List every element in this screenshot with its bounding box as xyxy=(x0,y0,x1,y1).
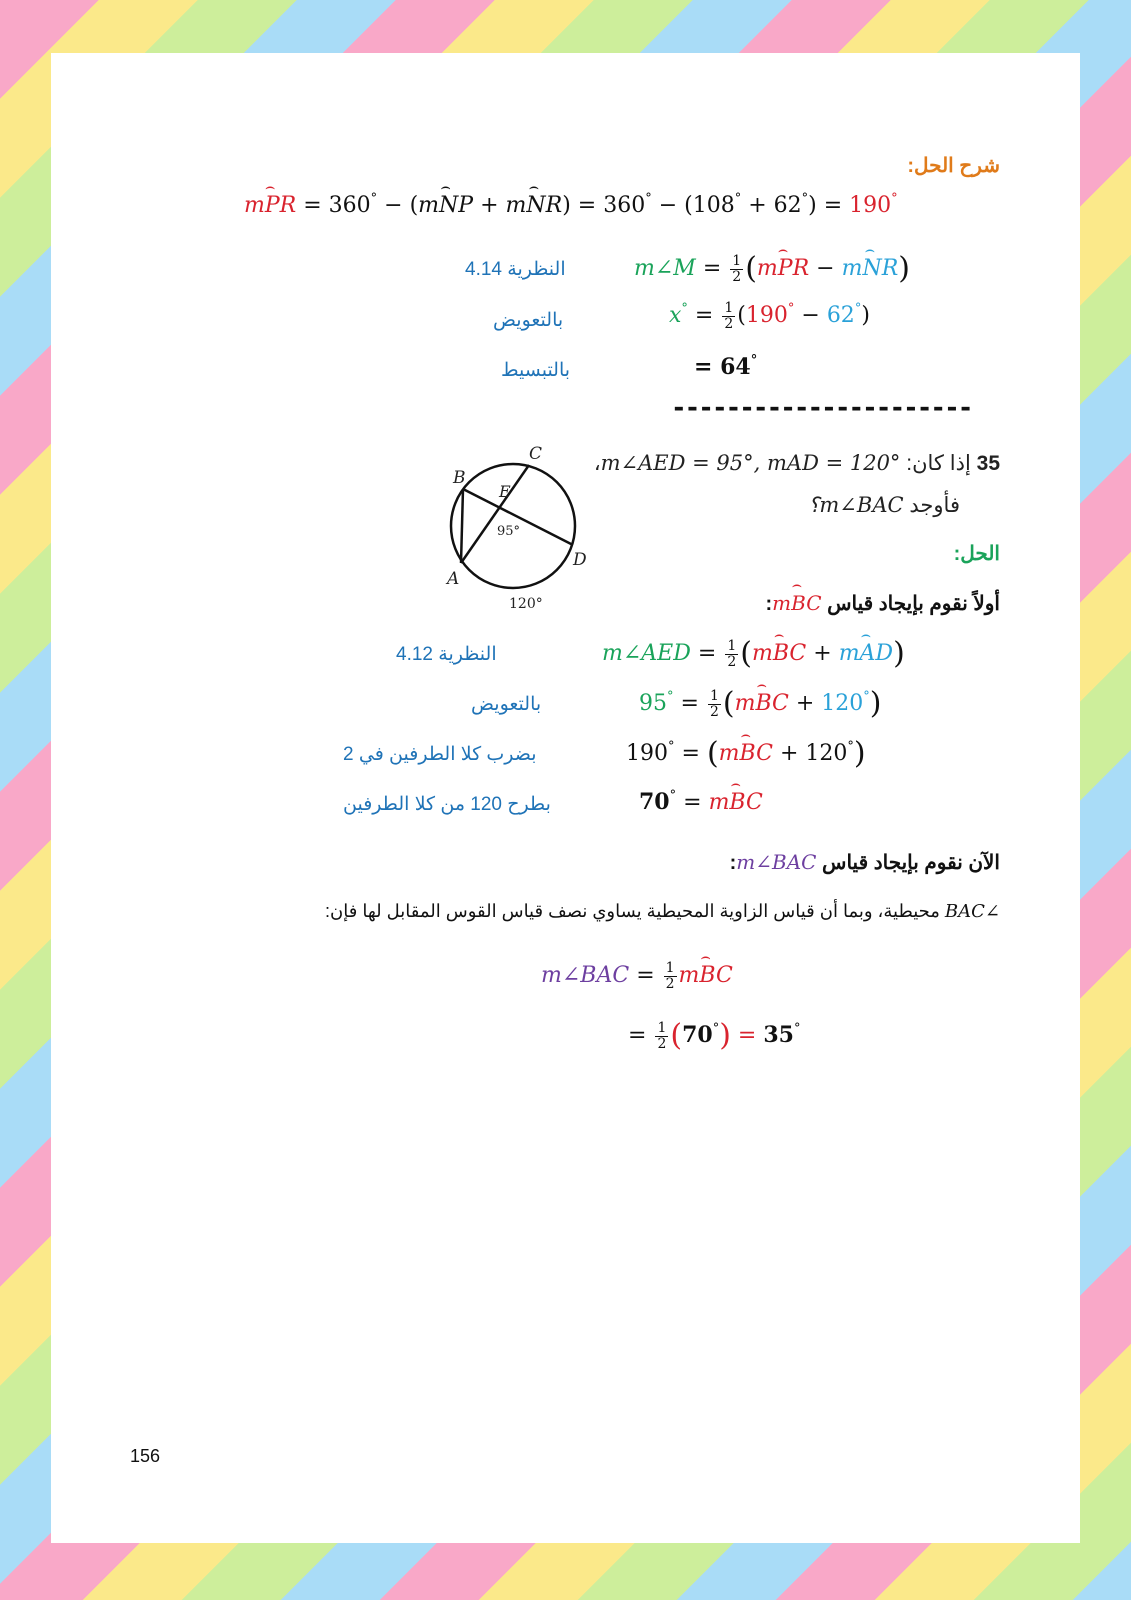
step-label-subtract: بطرح 120 من كلا الطرفين xyxy=(343,794,551,815)
label-e: E xyxy=(499,482,511,501)
step-95-substitution: 95° = $\frac{1}{2}$ (⌢ mBC + 120°) xyxy=(639,686,882,721)
arc-pr: ⌢ mPR xyxy=(244,193,296,218)
step-label-substitution: بالتعويض xyxy=(493,310,564,331)
equation-mpr: ⌢ mPR = 360° − (⌢ mNP + ⌢ mNR) = 360° − (108° + 62°) = 190° xyxy=(244,191,898,218)
problem-number: 35 xyxy=(976,452,1000,475)
step-label-theorem-412: النظرية 4.12 xyxy=(396,644,497,665)
page xyxy=(51,53,1080,1543)
step-190-multiply: 190° = (⌢ mBC + 120°) xyxy=(626,736,866,771)
fraction-half: $\frac{1}{2}$ xyxy=(732,252,742,285)
step-m-angle-m: m∠M = $\frac{1}{2}$ (⌢ mPR − ⌢ mNR) xyxy=(634,251,910,286)
step-result-64: = 64° xyxy=(694,353,758,380)
final-equation-2: = $\frac{1}{2}$ (70°) = 35° xyxy=(628,1018,801,1053)
result-190: 190 xyxy=(849,193,892,218)
inscribed-angle-statement: ∠BAC محيطية، وبما أن قياس الزاوية المحيطية يساوي نصف قياس القوس المقابل لها فإن: xyxy=(325,901,1000,922)
step-label-substitution-2: بالتعويض xyxy=(471,694,542,715)
label-angle-95: 95° xyxy=(497,524,521,539)
step-m-angle-aed: m∠AED = $\frac{1}{2}$ (⌢ mBC + ⌢ mAD) xyxy=(602,636,905,671)
problem-35: 35 إذا كان: m∠AED = 95°, mAD = 120°، xyxy=(593,451,1000,475)
step1-heading: أولاً نقوم بإيجاد قياس ⌢ mBC: xyxy=(765,591,1000,616)
step-label-theorem-414: النظرية 4.14 xyxy=(465,259,566,280)
label-d: D xyxy=(573,550,587,570)
solution-heading: الحل: xyxy=(953,543,1000,565)
step-70-result: 70° = ⌢ mBC xyxy=(639,788,763,815)
final-result-35: 35 xyxy=(763,1022,794,1048)
explanation-heading: شرح الحل: xyxy=(907,155,1000,177)
label-arc-120: 120° xyxy=(509,596,543,611)
step-x-substitution: x° = $\frac{1}{2}$ (190° − 62°) xyxy=(669,300,870,332)
label-b: B xyxy=(453,468,466,488)
final-equation-1: m∠BAC = $\frac{1}{2}$ ⌢ mBC xyxy=(541,961,733,991)
dashed-divider: ---------------------- xyxy=(671,393,972,423)
circle-diagram xyxy=(441,441,601,611)
chord-ba xyxy=(461,489,463,563)
step2-heading: الآن نقوم بإيجاد قياس m∠BAC: xyxy=(729,850,1000,874)
step-label-multiply: بضرب كلا الطرفين في 2 xyxy=(343,744,537,765)
label-a: A xyxy=(447,569,460,589)
label-c: C xyxy=(529,444,543,464)
page-number: 156 xyxy=(130,1446,161,1466)
problem-find: فأوجد m∠BAC؟ xyxy=(808,493,960,517)
step-label-simplify: بالتبسيط xyxy=(501,360,571,381)
